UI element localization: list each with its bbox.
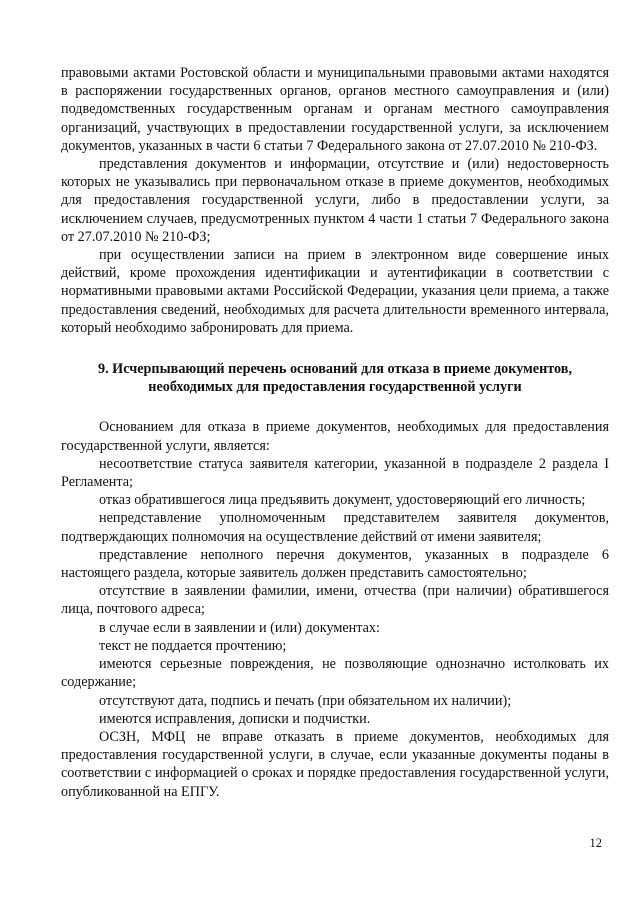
paragraph: Основанием для отказа в приеме документов, необходимых для предоставления государственной услуги, является: xyxy=(61,419,609,454)
document-body xyxy=(61,64,609,801)
list-item: непредставление уполномоченным представителем заявителя документов, подтверждающих полномочия на осуществление действий от имени заявителя; xyxy=(61,510,609,545)
list-item: несоответствие статуса заявителя категории, указанной в подразделе 2 раздела I Регламента; xyxy=(61,455,609,491)
list-item: отсутствуют дата, подпись и печать (при обязательном их наличии); xyxy=(99,692,512,709)
list-item: в случае если в заявлении и (или) документах: xyxy=(99,619,380,636)
list-item: представление неполного перечня документов, указанных в подразделе 6 настоящего раздела, которые заявитель должен представить самостоятельно; xyxy=(61,546,609,582)
section-heading-line: необходимых для предоставления государственной услуги xyxy=(148,379,522,396)
paragraph: при осуществлении записи на прием в электронном виде совершение иных действий, кроме прохождения идентификации и аутентификации в соответствии с нормативными правовыми актами Российской Федерации, указания цели приема, а также предоставления сведений, необходимых для расчета длительности временного интервала, который необходимо забронировать для приема. xyxy=(61,247,609,336)
list-item: отсутствие в заявлении фамилии, имени, отчества (при наличии) обратившегося лица, почтового адреса; xyxy=(61,583,609,618)
list-item: имеются исправления, дописки и подчистки. xyxy=(99,710,371,727)
list-item: отказ обратившегося лица предъявить документ, удостоверяющий его личность; xyxy=(99,492,586,509)
paragraph-continuation: правовыми актами Ростовской области и муниципальными правовыми актами находятся в распоряжении государственных органов, органов местного самоуправления и (или) подведомственных государственным органам и органам местного самоуправления организаций, участвующих в предоставлении государственной услуги, за исключением документов, указанных в части 6 статьи 7 Федерального закона от 27.07.2010 № 210-ФЗ. xyxy=(61,65,609,154)
section-heading-line: 9. Исчерпывающий перечень оснований для отказа в приеме документов, xyxy=(97,361,572,378)
paragraph: представления документов и информации, отсутствие и (или) недостоверность которых не указывались при первоначальном отказе в приеме документов, необходимых для предоставления государственной услуги, либо в предоставлении услуги, за исключением случаев, предусмотренных пунктом 4 части 1 статьи 7 Федерального закона от 27.07.2010 № 210-ФЗ; xyxy=(61,156,609,245)
list-item: имеются серьезные повреждения, не позволяющие однозначно истолковать их содержание; xyxy=(61,656,609,691)
paragraph: ОСЗН, МФЦ не вправе отказать в приеме документов, необходимых для предоставления государственной услуги, в случае, если указанные документы поданы в соответствии с информацией о сроках и порядке предоставления государственной услуги, опубликованной на ЕПГУ. xyxy=(61,728,609,800)
page-number: 12 xyxy=(589,836,602,850)
section-heading xyxy=(61,360,609,396)
list-item: текст не поддается прочтению; xyxy=(99,637,287,654)
